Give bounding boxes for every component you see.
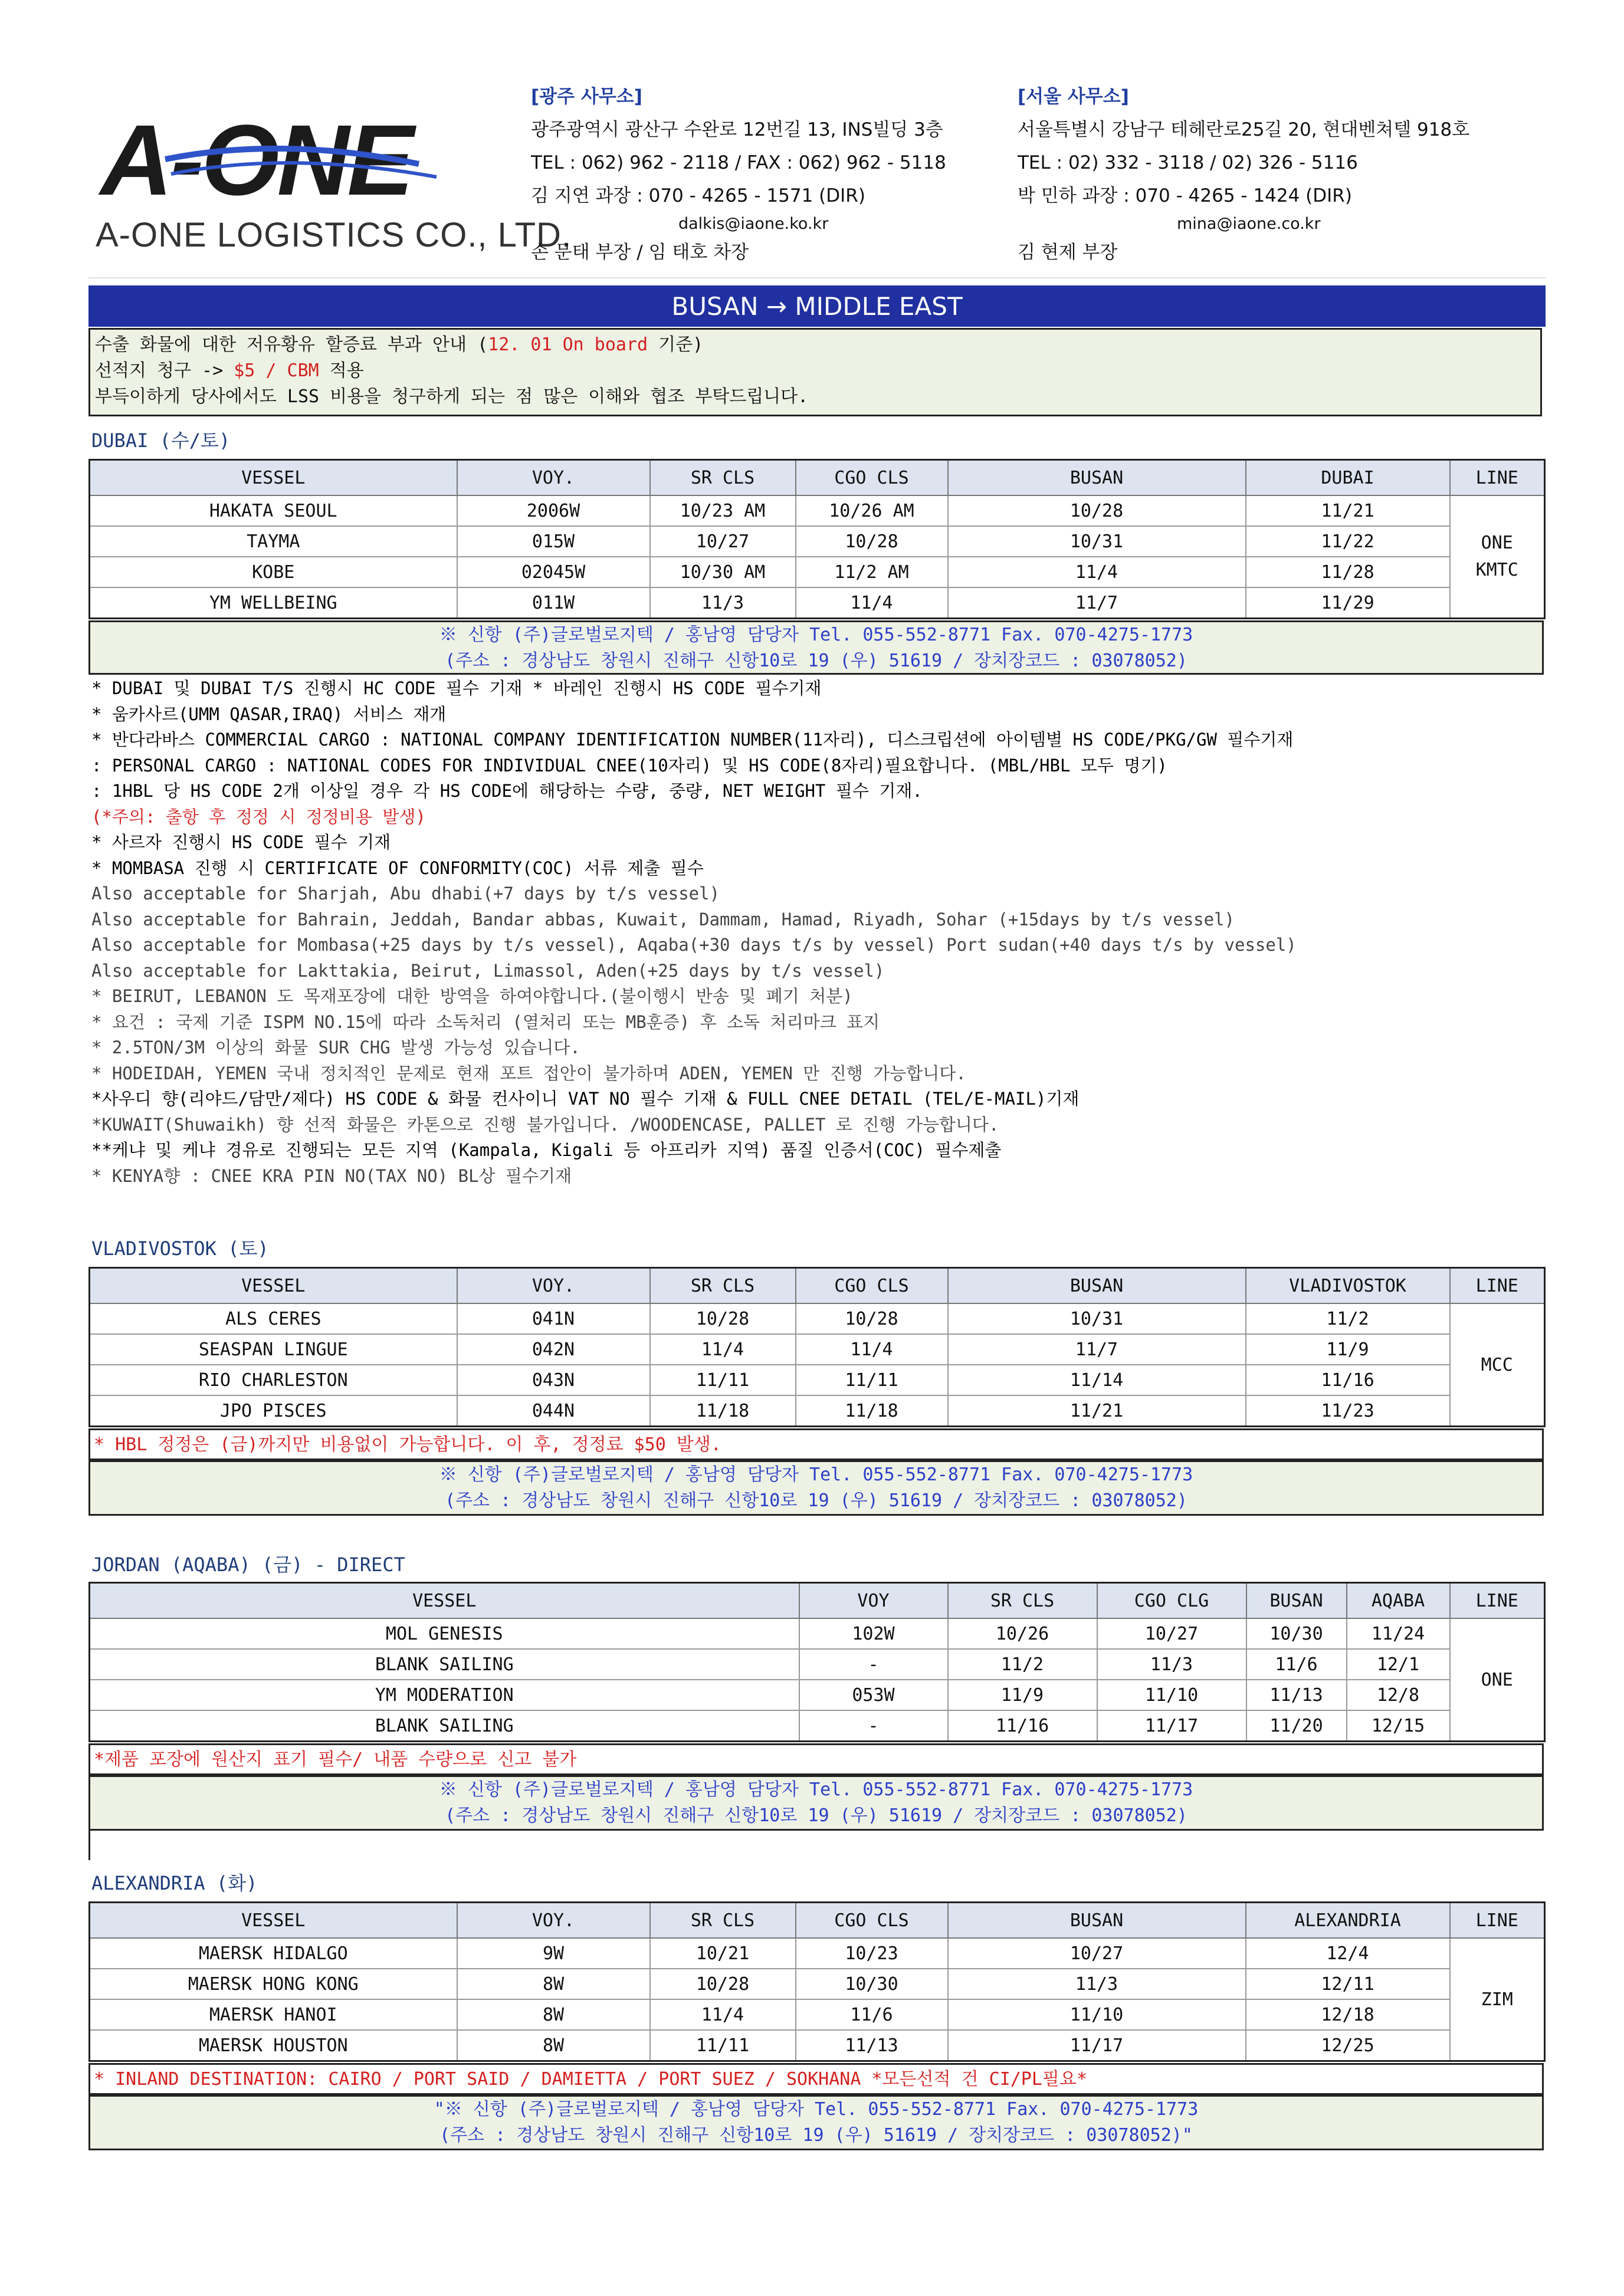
col-header: DUBAI [1246, 460, 1450, 496]
gwangju-tel: TEL : 062) 962 - 2118 / FAX : 062) 962 - 5118 [531, 152, 946, 173]
table-header-row [90, 460, 1545, 496]
dubai-contact-box [88, 620, 1544, 675]
table-row: MAERSK HIDALGO 9W 10/21 10/23 10/27 12/4 ZIM [90, 1938, 1545, 1969]
seoul-address: 서울특별시 강남구 테헤란로25길 20, 현대벤쳐텔 918호 [1018, 119, 1470, 140]
col-header: LINE [1450, 460, 1545, 496]
gwangju-manager: 김 지연 과장 : 070 - 4265 - 1571 (DIR) [531, 185, 865, 206]
dubai-note-line: *사우디 향(리야드/담만/제다) HS CODE & 화물 컨사이니 VAT NO 필수 기재 & FULL CNEE DETAIL (TEL/E-MAIL)기재 [91, 1089, 1080, 1109]
seoul-tel: TEL : 02) 332 - 3118 / 02) 326 - 5116 [1018, 152, 1358, 173]
dubai-note-line: * KENYA향 : CNEE KRA PIN NO(TAX NO) BL상 필수기재 [91, 1165, 572, 1186]
dubai-note-line: *KUWAIT(Shuwaikh) 향 선적 화물은 카톤으로 진행 불가입니다. /WOODENCASE, PALLET 로 진행 가능합니다. [91, 1114, 999, 1135]
dubai-note-line: * 움카사르(UMM QASAR,IRAQ) 서비스 재개 [91, 704, 447, 724]
col-header: VESSEL [90, 460, 457, 496]
dubai-note-line: * 사르자 진행시 HS CODE 필수 기재 [91, 832, 391, 852]
gwangju-email: dalkis@iaone.ko.kr [678, 215, 829, 233]
line-cell: ONE [1450, 1618, 1545, 1742]
table-row: MAERSK HONG KONG 8W 10/28 10/30 11/3 12/11 [90, 1969, 1545, 1999]
line-cell: MCC [1450, 1303, 1545, 1427]
gwangju-address: 광주광역시 광산구 수완로 12번길 13, INS빌딩 3층 [531, 119, 943, 140]
jordan-contact-box: ※ 신항 (주)글로벌로지텍 / 홍남영 담당자 Tel. 055-552-8771 Fax. 070-4275-1773 (주소 : 경상남도 창원시 진해구 신항10로 19 (우) 51619 / 장치장코드 : 03078052) [88, 1775, 1544, 1831]
col-header: CGO CLS [796, 460, 948, 496]
dubai-note-line: * DUBAI 및 DUBAI T/S 진행시 HC CODE 필수 기재 * 바레인 진행시 HS CODE 필수기재 [91, 678, 822, 698]
dubai-note-line: * 반다라바스 COMMERCIAL CARGO : NATIONAL COMPANY IDENTIFICATION NUMBER(11자리), 디스크립션에 아이템별 HS CODE/PKG/GW 필수기재 [91, 730, 1294, 750]
vladivostok-contact-box: ※ 신항 (주)글로벌로지텍 / 홍남영 담당자 Tel. 055-552-8771 Fax. 070-4275-1773 (주소 : 경상남도 창원시 진해구 신항10로 19 (우) 51619 / 장치장코드 : 03078052) [88, 1460, 1544, 1516]
table-row: MAERSK HANOI 8W 11/4 11/6 11/10 12/18 [90, 1999, 1545, 2030]
vladivostok-schedule-table [88, 1267, 1546, 1427]
dubai-note-line: * BEIRUT, LEBANON 도 목재포장에 대한 방역을 하여야합니다.(불이행시 반송 및 폐기 처분) [91, 986, 853, 1006]
dubai-schedule-table [88, 459, 1546, 619]
dubai-note-line: Also acceptable for Bahrain, Jeddah, Bandar abbas, Kuwait, Dammam, Hamad, Riyadh, Sohar (+15days by t/s vessel) [91, 909, 1235, 929]
company-logo [88, 94, 572, 271]
logo-mark [88, 94, 513, 224]
divider [88, 1831, 90, 1860]
contact-line-1: ※ 신항 (주)글로벌로지텍 / 홍남영 담당자 Tel. 055-552-8771 Fax. 070-4275-1773 [439, 625, 1193, 645]
dubai-note-line: (*주의: 출항 후 정정 시 정정비용 발생) [91, 806, 426, 827]
dubai-note-line: : 1HBL 당 HS CODE 2개 이상일 경우 각 HS CODE에 해당하는 수량, 중량, NET WEIGHT 필수 기재. [91, 781, 923, 801]
alexandria-note: * INLAND DESTINATION: CAIRO / PORT SAID / DAMIETTA / PORT SUEZ / SOKHANA *모든선적 건 CI/PL필요* [88, 2063, 1544, 2095]
seoul-office [1018, 80, 1469, 269]
section-title-vladivostok: VLADIVOSTOK (토) [91, 1237, 269, 1260]
header-divider [88, 277, 1546, 278]
route-banner: BUSAN → MIDDLE EAST [88, 285, 1546, 327]
table-header-row: VESSEL VOY. SR CLS CGO CLS BUSAN ALEXANDRIA LINE [90, 1903, 1545, 1939]
dubai-note-line: Also acceptable for Mombasa(+25 days by t/s vessel), Aqaba(+30 days t/s by vessel) Port sudan(+40 days t/s by vessel) [91, 935, 1297, 955]
table-row: RIO CHARLESTON 043N 11/11 11/11 11/14 11/16 [90, 1365, 1545, 1395]
table-row: BLANK SAILING - 11/2 11/3 11/6 12/1 [90, 1649, 1545, 1680]
dubai-note-line: * HODEIDAH, YEMEN 국내 정치적인 문제로 현재 포트 접안이 불가하며 ADEN, YEMEN 만 진행 가능합니다. [91, 1063, 966, 1083]
seoul-staff: 김 현제 부장 [1018, 242, 1118, 263]
table-row: MOL GENESIS 102W 10/26 10/27 10/30 11/24 ONE [90, 1618, 1545, 1649]
seoul-manager: 박 민하 과장 : 070 - 4265 - 1424 (DIR) [1018, 185, 1352, 206]
table-row: JPO PISCES 044N 11/18 11/18 11/21 11/23 [90, 1395, 1545, 1427]
seoul-email: mina@iaone.co.kr [1177, 215, 1321, 233]
section-title-dubai: DUBAI (수/토) [91, 429, 231, 452]
table-row: ALS CERES 041N 10/28 10/28 10/31 11/2 MCC [90, 1303, 1545, 1334]
table-row: YM WELLBEING 011W 11/3 11/4 11/7 11/29 [90, 587, 1545, 619]
section-title-alexandria: ALEXANDRIA (화) [91, 1872, 258, 1894]
line-cell: ONE KMTC [1450, 495, 1545, 619]
gwangju-staff: 손 문태 부장 / 임 태호 차장 [531, 242, 749, 263]
table-row: MAERSK HOUSTON 8W 11/11 11/13 11/17 12/25 [90, 2030, 1545, 2061]
gwangju-office [531, 80, 946, 269]
jordan-schedule-table [88, 1582, 1546, 1742]
dubai-note-line: Also acceptable for Sharjah, Abu dhabi(+7 days by t/s vessel) [91, 883, 720, 904]
notice-line-3: 부득이하게 당사에서도 LSS 비용을 청구하게 되는 점 많은 이해와 협조 부탁드립니다. [95, 386, 809, 407]
notice-line-1: 수출 화물에 대한 저유황유 할증료 부과 안내 (12. 01 On board 기준) [95, 334, 704, 355]
dubai-notes [91, 676, 1297, 1189]
dubai-note-line: **케냐 및 케냐 경유로 진행되는 모든 지역 (Kampala, Kigali 등 아프리카 지역) 품질 인증서(COC) 필수제출 [91, 1140, 1002, 1160]
table-header-row: VESSEL VOY SR CLS CGO CLG BUSAN AQABA LINE [90, 1583, 1545, 1619]
gwangju-office-title: [광주 사무소] [531, 86, 642, 107]
table-header-row: VESSEL VOY. SR CLS CGO CLS BUSAN VLADIVOSTOK LINE [90, 1268, 1545, 1304]
dubai-note-line: Also acceptable for Lakttakia, Beirut, Limassol, Aden(+25 days by t/s vessel) [91, 960, 885, 981]
table-row: BLANK SAILING - 11/16 11/17 11/20 12/15 [90, 1710, 1545, 1742]
col-header: SR CLS [650, 460, 796, 496]
table-row: KOBE 02045W 10/30 AM 11/2 AM 11/4 11/28 [90, 557, 1545, 587]
contact-line-2: (주소 : 경상남도 창원시 진해구 신항10로 19 (우) 51619 / 장치장코드 : 03078052) [445, 651, 1187, 671]
vladivostok-note: * HBL 정정은 (금)까지만 비용없이 가능합니다. 이 후, 정정료 $50 발생. [88, 1428, 1544, 1460]
col-header: VOY. [457, 460, 650, 496]
alexandria-contact-box: "※ 신항 (주)글로벌로지텍 / 홍남영 담당자 Tel. 055-552-8771 Fax. 070-4275-1773 (주소 : 경상남도 창원시 진해구 신항10로 19 (우) 51619 / 장치장코드 : 03078052)" [88, 2095, 1544, 2150]
table-row: TAYMA 015W 10/27 10/28 10/31 11/22 [90, 526, 1545, 557]
line-cell: ZIM [1450, 1938, 1545, 2061]
table-row: YM MODERATION 053W 11/9 11/10 11/13 12/8 [90, 1680, 1545, 1710]
dubai-note-line: * MOMBASA 진행 시 CERTIFICATE OF CONFORMITY(COC) 서류 제출 필수 [91, 858, 704, 878]
company-name: A-ONE LOGISTICS CO., LTD. [96, 216, 572, 254]
dubai-note-line: * 요건 : 국제 기준 ISPM NO.15에 따라 소독처리 (열처리 또는 MB훈증) 후 소독 처리마크 표지 [91, 1011, 880, 1032]
dubai-note-line: : PERSONAL CARGO : NATIONAL CODES FOR INDIVIDUAL CNEE(10자리) 및 HS CODE(8자리)필요합니다. (MBL/HBL 모두 명기) [91, 755, 1167, 776]
notice-line-2: 선적지 청구 -> $5 / CBM 적용 [95, 360, 364, 381]
seoul-office-title: [서울 사무소] [1018, 86, 1129, 107]
section-title-jordan: JORDAN (AQABA) (금) - DIRECT [91, 1553, 405, 1576]
col-header: BUSAN [948, 460, 1246, 496]
jordan-note: *제품 포장에 원산지 표기 필수/ 내품 수량으로 신고 불가 [88, 1743, 1544, 1775]
table-row: SEASPAN LINGUE 042N 11/4 11/4 11/7 11/9 [90, 1334, 1545, 1365]
lss-notice [88, 328, 1542, 416]
logo-wordmark: A-ONE [100, 104, 412, 216]
alexandria-schedule-table [88, 1901, 1546, 2062]
table-row: HAKATA SEOUL 2006W 10/23 AM 10/26 AM 10/28 11/21 ONE KMTC [90, 495, 1545, 526]
dubai-note-line: * 2.5TON/3M 이상의 화물 SUR CHG 발생 가능성 있습니다. [91, 1037, 580, 1057]
